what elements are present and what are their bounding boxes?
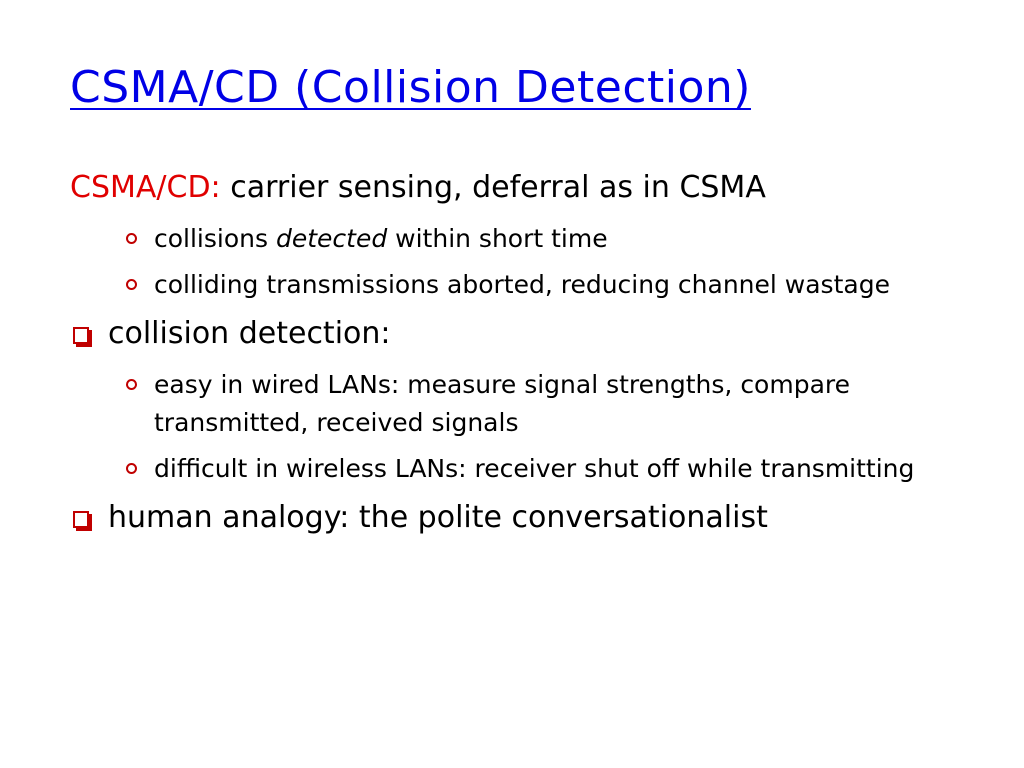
subitem-text-after: within short time [387, 224, 608, 253]
collision-detection-subitems [70, 366, 970, 488]
circle-bullet-icon [126, 463, 137, 474]
intro-line [70, 168, 970, 208]
intro-label: CSMA/CD: [70, 170, 221, 205]
intro-subitems [70, 220, 970, 304]
subitem-text: difficult in wireless LANs: receiver shut off while transmitting [154, 454, 915, 483]
slide-body [70, 168, 970, 554]
list-item [70, 366, 970, 442]
subitem-text-before: collisions [154, 224, 276, 253]
intro-text: carrier sensing, deferral as in CSMA [230, 170, 766, 205]
circle-bullet-icon [126, 379, 137, 390]
subitem-text: colliding transmissions aborted, reducing channel wastage [154, 270, 890, 299]
bullet-text: human analogy: the polite conversationalist [108, 500, 768, 535]
square-bullet-icon [73, 511, 89, 528]
square-bullet-icon [73, 327, 89, 344]
list-item [70, 266, 970, 304]
bullet-collision-detection [70, 314, 970, 354]
subitem-emphasis: detected [275, 224, 388, 253]
slide-title: CSMA/CD (Collision Detection) [70, 62, 751, 113]
bullet-human-analogy [70, 498, 970, 538]
list-item [70, 450, 970, 488]
subitem-text: easy in wired LANs: measure signal strengths, compare transmitted, received signals [154, 370, 851, 437]
circle-bullet-icon [126, 279, 137, 290]
circle-bullet-icon [126, 233, 137, 244]
bullet-text: collision detection: [108, 316, 391, 351]
list-item [70, 220, 970, 258]
